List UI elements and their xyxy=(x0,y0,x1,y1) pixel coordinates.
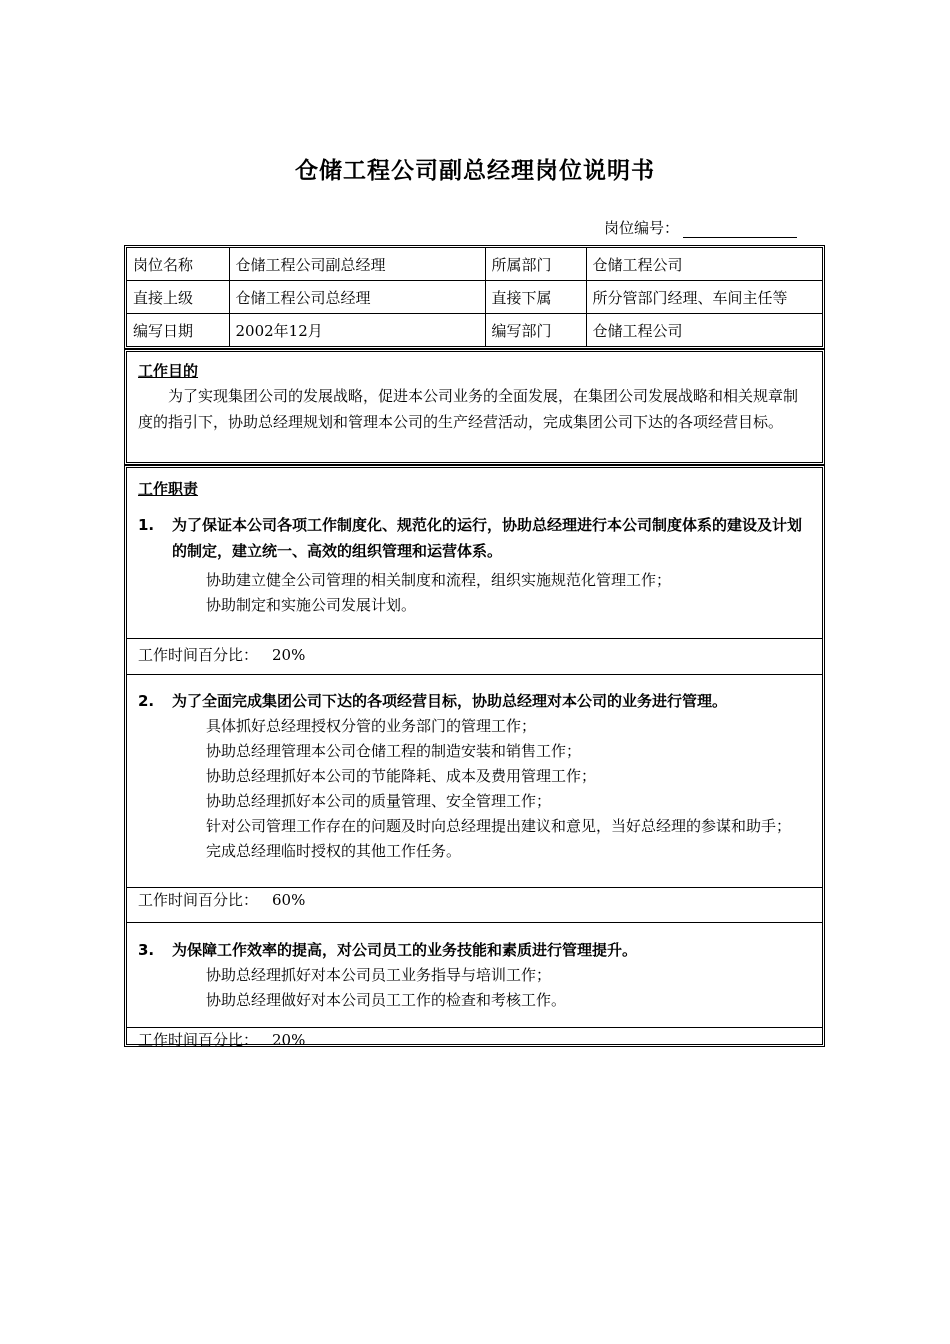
duty-item xyxy=(127,923,822,1028)
duty-number: 2. xyxy=(138,692,155,710)
duty-bullet: 具体抓好总经理授权分管的业务部门的管理工作； xyxy=(206,717,537,735)
page-title: 仓储工程公司副总经理岗位说明书 xyxy=(295,158,655,184)
duty-title: 2. 为了全面完成集团公司下达的各项经营目标，协助总经理对本公司的业务进行管理。 xyxy=(127,688,822,714)
duty-bullet: 协助总经理抓好本公司的质量管理、安全管理工作； xyxy=(206,792,552,810)
duty-bullet: 协助总经理抓好本公司的节能降耗、成本及费用管理工作； xyxy=(206,767,597,785)
duty-title: 1. 为了保证本公司各项工作制度化、规范化的运行，协助总经理进行本公司制度体系的建设及计划的制定，建立统一、高效的组织管理和运营体系。 xyxy=(127,512,822,564)
info-label: 编写部门 xyxy=(485,314,586,347)
duties-section xyxy=(124,465,825,1047)
info-label: 所属部门 xyxy=(485,248,586,281)
duty-item xyxy=(127,675,822,888)
purpose-section xyxy=(124,349,825,465)
info-value: 仓储工程公司总经理 xyxy=(229,281,485,314)
info-value: 2002年12月 xyxy=(229,314,485,347)
duties-heading: 工作职责 xyxy=(138,480,199,498)
info-value: 仓储工程公司 xyxy=(586,248,822,281)
info-value: 仓储工程公司副总经理 xyxy=(229,248,485,281)
info-value: 仓储工程公司 xyxy=(586,314,822,347)
position-number xyxy=(604,217,797,238)
duty-bullet: 协助建立健全公司管理的相关制度和流程，组织实施规范化管理工作； xyxy=(206,571,672,589)
position-number-blank xyxy=(683,223,797,238)
time-percent-value: 60% xyxy=(272,891,306,909)
info-label: 岗位名称 xyxy=(127,248,229,281)
info-label: 直接上级 xyxy=(127,281,229,314)
duty-bullet: 协助总经理抓好对本公司员工业务指导与培训工作； xyxy=(206,966,552,984)
time-percent-row xyxy=(127,888,822,923)
time-percent-value: 20% xyxy=(272,646,306,664)
time-percent-value: 20% xyxy=(272,1031,306,1049)
time-percent-row xyxy=(127,1028,822,1054)
time-percent-label: 工作时间百分比： xyxy=(138,646,259,664)
info-label: 编写日期 xyxy=(127,314,229,347)
info-table xyxy=(124,245,825,349)
position-number-label: 岗位编号： xyxy=(604,219,680,237)
duty-bullet: 完成总经理临时授权的其他工作任务。 xyxy=(206,842,462,860)
info-row xyxy=(127,314,822,347)
info-value: 所分管部门经理、车间主任等 xyxy=(586,281,822,314)
info-row xyxy=(127,281,822,314)
duty-bullet: 协助总经理做好对本公司员工工作的检查和考核工作。 xyxy=(206,991,567,1009)
info-label: 直接下属 xyxy=(485,281,586,314)
info-row xyxy=(127,248,822,281)
duty-item xyxy=(127,502,822,639)
purpose-heading: 工作目的 xyxy=(138,362,199,380)
duty-number: 3. xyxy=(138,941,155,959)
duty-bullet: 协助总经理管理本公司仓储工程的制造安装和销售工作； xyxy=(206,742,582,760)
time-percent-label: 工作时间百分比： xyxy=(138,891,259,909)
time-percent-row xyxy=(127,639,822,675)
duty-title: 3. 为保障工作效率的提高，对公司员工的业务技能和素质进行管理提升。 xyxy=(127,937,822,963)
duty-number: 1. xyxy=(138,516,155,534)
time-percent-label: 工作时间百分比： xyxy=(138,1031,259,1049)
duty-bullet: 针对公司管理工作存在的问题及时向总经理提出建议和意见，当好总经理的参谋和助手； xyxy=(206,817,792,835)
purpose-text: 为了实现集团公司的发展战略，促进本公司业务的全面发展，在集团公司发展战略和相关规章制度的指引下，协助总经理规划和管理本公司的生产经营活动，完成集团公司下达的各项经营目标。 xyxy=(138,387,799,431)
duty-bullet: 协助制定和实施公司发展计划。 xyxy=(206,596,417,614)
